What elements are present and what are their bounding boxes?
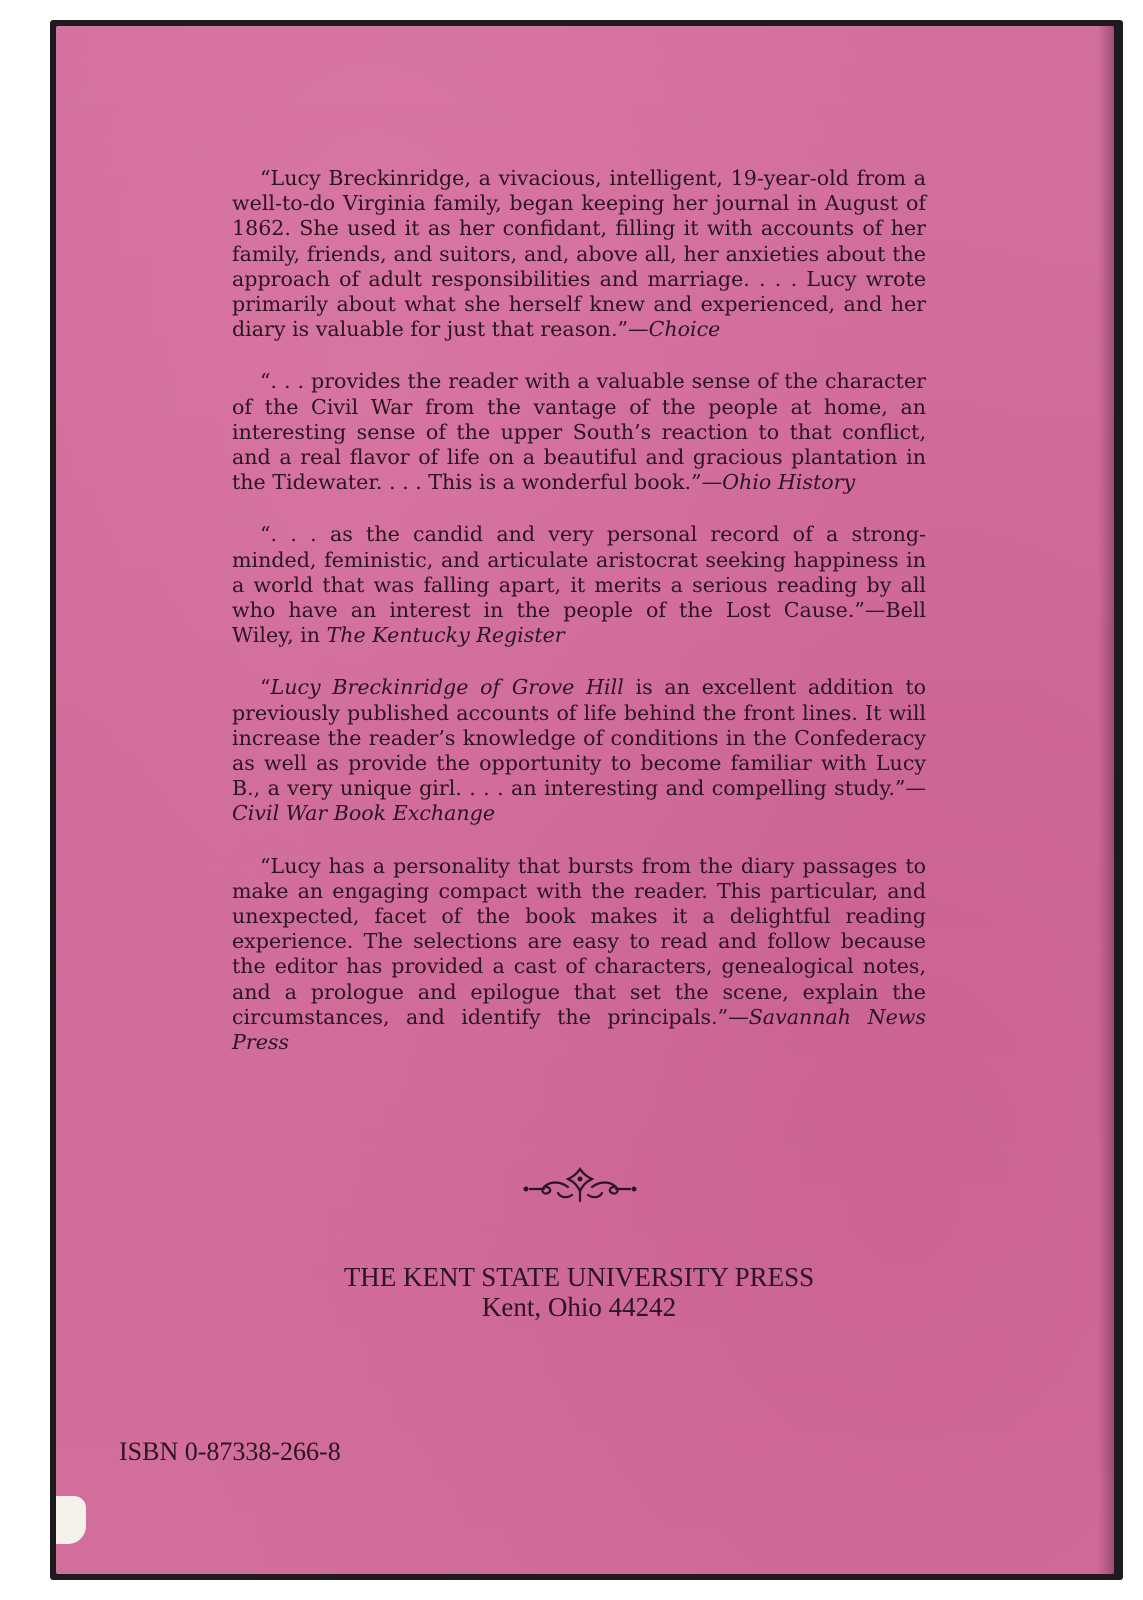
quote-source: The Kentucky Register <box>326 623 565 648</box>
quote-kentucky-register <box>232 522 926 648</box>
publisher-name: THE KENT STATE UNIVERSITY PRESS <box>343 1262 815 1292</box>
quote-civil-war-book-exchange: “Lucy Breckinridge of Grove Hill is an excellent addition to previously published accounts of life behind the front lines. It will increase the reader’s knowledge of conditions in the Confederacy as well as provide the opportunity to become familiar with Lucy B., a very unique girl. . . . an interesting and compelling study.”—Civil War Book Exchange <box>232 675 926 826</box>
worn-corner <box>56 1496 86 1544</box>
quote-source: Civil War Book Exchange <box>232 801 496 826</box>
publisher-block <box>232 1262 926 1322</box>
quote-source: Choice <box>648 317 721 342</box>
quote-text: “Lucy has a personality that bursts from the diary passages to make an engaging compact with the reader. This particular, and unexpected, facet of the book makes it a delightful reading experience. The selections are easy to read and follow because the editor has provided a cast of characters, genealogical notes, and a prologue and epilogue that set the scene, explain the circumstances, and identify the principals.”— <box>232 853 926 1029</box>
quote-text: is an excellent addition to previously published accounts of life behind the front lines. It will increase the reader’s knowledge of conditions in the Confederacy as well as provide the opportunity to become familiar with Lucy B., a very unique girl. . . . an interesting and compelling study.”— <box>232 675 926 801</box>
quote-savannah-news-press <box>232 854 926 1056</box>
fleuron-ornament-icon <box>520 1165 640 1207</box>
quote-text: “. . . as the candid and very personal record of a strong-minded, feministic, and articulate aristocrat seeking happiness in a world that was falling apart, it merits a serious reading by all who have an interest in the people of the Lost Cause.”—Bell Wiley, in <box>232 522 926 648</box>
quote-source: Ohio History <box>722 470 856 495</box>
quote-ohio-history <box>232 369 926 495</box>
quote-text: “. . . provides the reader with a valuable sense of the character of the Civil War from the vantage of the people at home, an interesting sense of the upper South’s reaction to that conflict, and a real flavor of life on a beautiful and gracious plantation in the Tidewater. . . . This is a wonderful book.”— <box>232 369 926 495</box>
quote-source: Savannah News Press <box>232 1004 926 1055</box>
review-quotes <box>232 166 926 1082</box>
publisher-address: Kent, Ohio 44242 <box>481 1292 677 1322</box>
spine-shadow <box>1098 26 1114 1574</box>
book-title: Lucy Breckinridge of Grove Hill <box>270 675 624 700</box>
quote-text: “Lucy Breckinridge, a vivacious, intelligent, 19-year-old from a well-to-do Virginia family, began keeping her journal in August of 1862. She used it as her confidant, filling it with accounts of her family, friends, and suitors, and, above all, her anxieties about the approach of adult responsibilities and marriage. . . . Lucy wrote primarily about what she herself knew and experienced, and her diary is valuable for just that reason.”— <box>232 166 926 342</box>
quote-choice <box>232 166 926 342</box>
isbn: ISBN 0-87338-266-8 <box>119 1437 341 1466</box>
